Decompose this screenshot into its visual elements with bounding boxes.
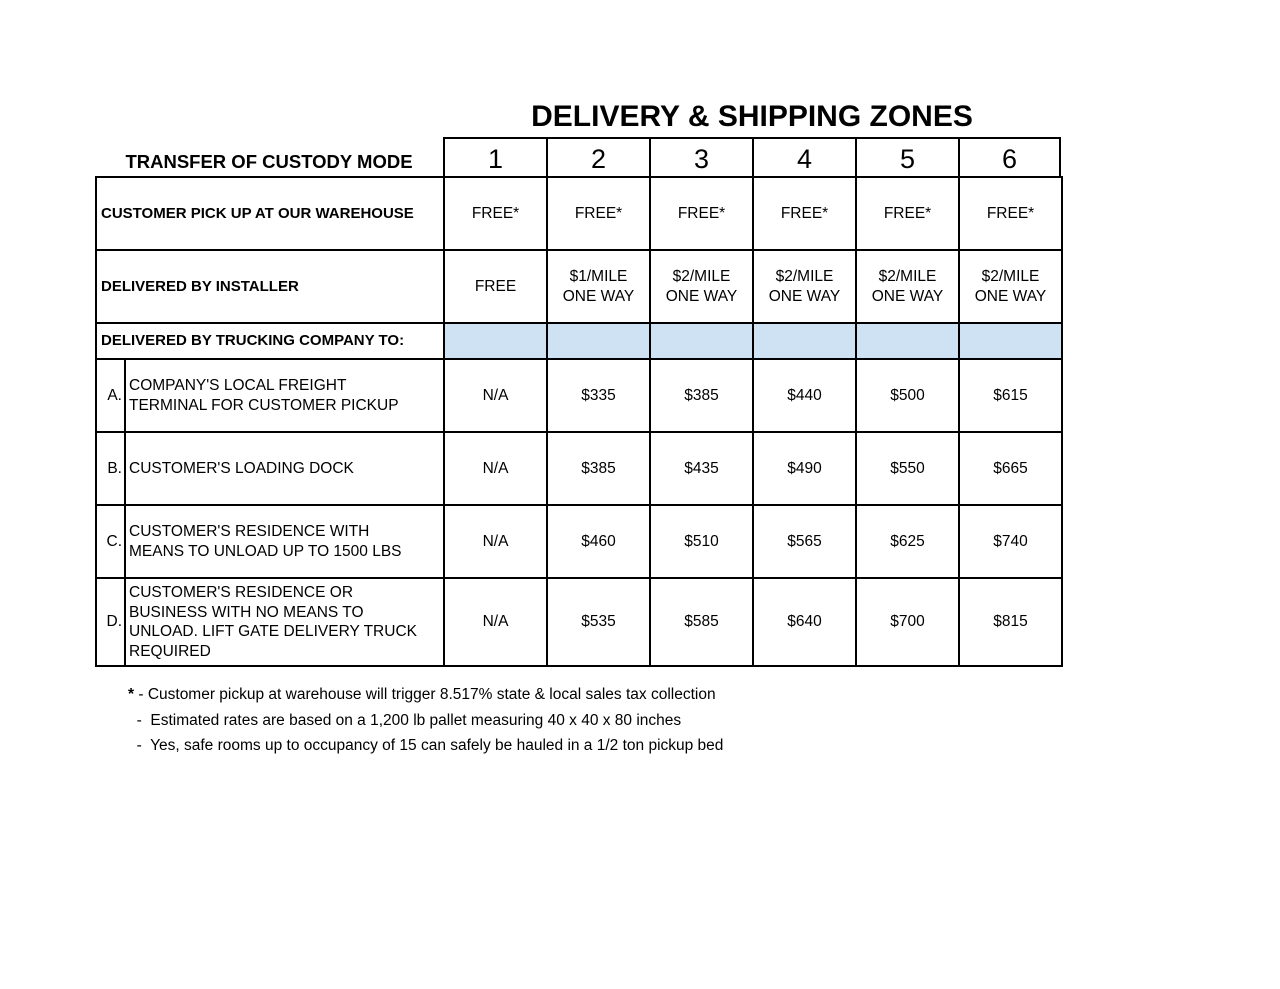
rate-cell [650, 250, 753, 323]
rate-cell: FREE* [650, 177, 753, 250]
row-trucking-header [96, 323, 1062, 359]
row-option-c [96, 505, 1062, 578]
rate-line: ONE WAY [974, 287, 1047, 305]
rate-cell: $385 [547, 432, 650, 505]
rate-cell: $665 [959, 432, 1062, 505]
rate-line: $2/MILE [981, 268, 1040, 285]
row-option-d [96, 578, 1062, 666]
option-description [125, 359, 444, 432]
row-option-b [96, 432, 1062, 505]
rate-line: ONE WAY [665, 287, 738, 305]
row-installer [96, 250, 1062, 323]
rate-line: $2/MILE [775, 268, 834, 285]
rate-line: $2/MILE [672, 268, 731, 285]
rate-cell: N/A [444, 578, 547, 666]
highlight-cell [547, 323, 650, 359]
rate-cell [959, 250, 1062, 323]
rate-cell: FREE* [753, 177, 856, 250]
rate-cell: $440 [753, 359, 856, 432]
rate-cell: N/A [444, 505, 547, 578]
asterisk-marker: * [128, 686, 135, 703]
rate-line: FREE [474, 277, 517, 295]
mode-label: DELIVERED BY TRUCKING COMPANY TO: [96, 323, 444, 359]
zone-header-6: 6 [958, 137, 1061, 177]
highlight-cell [753, 323, 856, 359]
rate-cell: FREE* [856, 177, 959, 250]
rate-cell: $815 [959, 578, 1062, 666]
description-line: COMPANY'S LOCAL FREIGHT [129, 377, 347, 394]
page-title: DELIVERY & SHIPPING ZONES [531, 100, 973, 133]
highlight-cell [959, 323, 1062, 359]
description-line: CUSTOMER'S RESIDENCE OR [129, 584, 354, 601]
rate-cell: FREE* [547, 177, 650, 250]
footnote-safe-rooms: - Yes, safe rooms up to occupancy of 15 can safely be hauled in a 1/2 ton pickup bed [128, 737, 724, 754]
zone-header-5: 5 [855, 137, 958, 177]
rate-cell: $435 [650, 432, 753, 505]
mode-column-header: TRANSFER OF CUSTODY MODE [125, 151, 413, 172]
rate-cell: $565 [753, 505, 856, 578]
rate-cell: $550 [856, 432, 959, 505]
row-pickup [96, 177, 1062, 250]
zone-header-4: 4 [752, 137, 855, 177]
rate-cell [444, 250, 547, 323]
rate-cell: $500 [856, 359, 959, 432]
rate-cell: $490 [753, 432, 856, 505]
footnote-tax [128, 682, 723, 708]
rate-cell: $460 [547, 505, 650, 578]
rate-cell: $510 [650, 505, 753, 578]
rate-line: ONE WAY [768, 287, 841, 305]
rate-cell: $385 [650, 359, 753, 432]
rate-line: ONE WAY [871, 287, 944, 305]
rate-table [95, 176, 1063, 667]
footnote-pallet: - Estimated rates are based on a 1,200 lb pallet measuring 40 x 40 x 80 inches [128, 711, 682, 729]
row-option-a [96, 359, 1062, 432]
rate-cell: $535 [547, 578, 650, 666]
rate-cell: N/A [444, 359, 547, 432]
zone-header-1: 1 [443, 137, 546, 177]
rate-cell: FREE* [959, 177, 1062, 250]
highlight-cell [444, 323, 547, 359]
description-line: MEANS TO UNLOAD UP TO 1500 LBS [129, 542, 402, 560]
description-line: CUSTOMER'S RESIDENCE WITH [129, 523, 370, 540]
highlight-cell [856, 323, 959, 359]
option-letter: C. [96, 505, 125, 578]
footnote-text: - Customer pickup at warehouse will trigger 8.517% state & local sales tax collection [134, 686, 716, 703]
description-line: TERMINAL FOR CUSTOMER PICKUP [129, 396, 399, 414]
rate-line: $2/MILE [878, 268, 937, 285]
option-description [125, 505, 444, 578]
rate-cell: FREE* [444, 177, 547, 250]
rate-cell: $335 [547, 359, 650, 432]
rate-cell: $740 [959, 505, 1062, 578]
rate-cell: $700 [856, 578, 959, 666]
zone-header-3: 3 [649, 137, 752, 177]
rate-line: $1/MILE [569, 268, 628, 285]
description-line: BUSINESS WITH NO MEANS TO [129, 603, 364, 621]
footnotes [128, 682, 723, 759]
option-letter: A. [96, 359, 125, 432]
option-letter: B. [96, 432, 125, 505]
option-description [125, 432, 444, 505]
rate-cell: $625 [856, 505, 959, 578]
option-description [125, 578, 444, 666]
rate-cell [856, 250, 959, 323]
option-letter: D. [96, 578, 125, 666]
description-line: UNLOAD. LIFT GATE DELIVERY TRUCK [129, 623, 417, 640]
rate-cell: $585 [650, 578, 753, 666]
description-line: REQUIRED [129, 642, 211, 660]
zone-header-2: 2 [546, 137, 649, 177]
mode-label: CUSTOMER PICK UP AT OUR WAREHOUSE [96, 177, 444, 250]
description-line: CUSTOMER'S LOADING DOCK [129, 459, 354, 477]
rate-cell: $615 [959, 359, 1062, 432]
mode-label: DELIVERED BY INSTALLER [96, 250, 444, 323]
rate-line: ONE WAY [562, 287, 635, 305]
rate-cell [547, 250, 650, 323]
rate-cell [753, 250, 856, 323]
rate-cell: $640 [753, 578, 856, 666]
rate-cell: N/A [444, 432, 547, 505]
highlight-cell [650, 323, 753, 359]
